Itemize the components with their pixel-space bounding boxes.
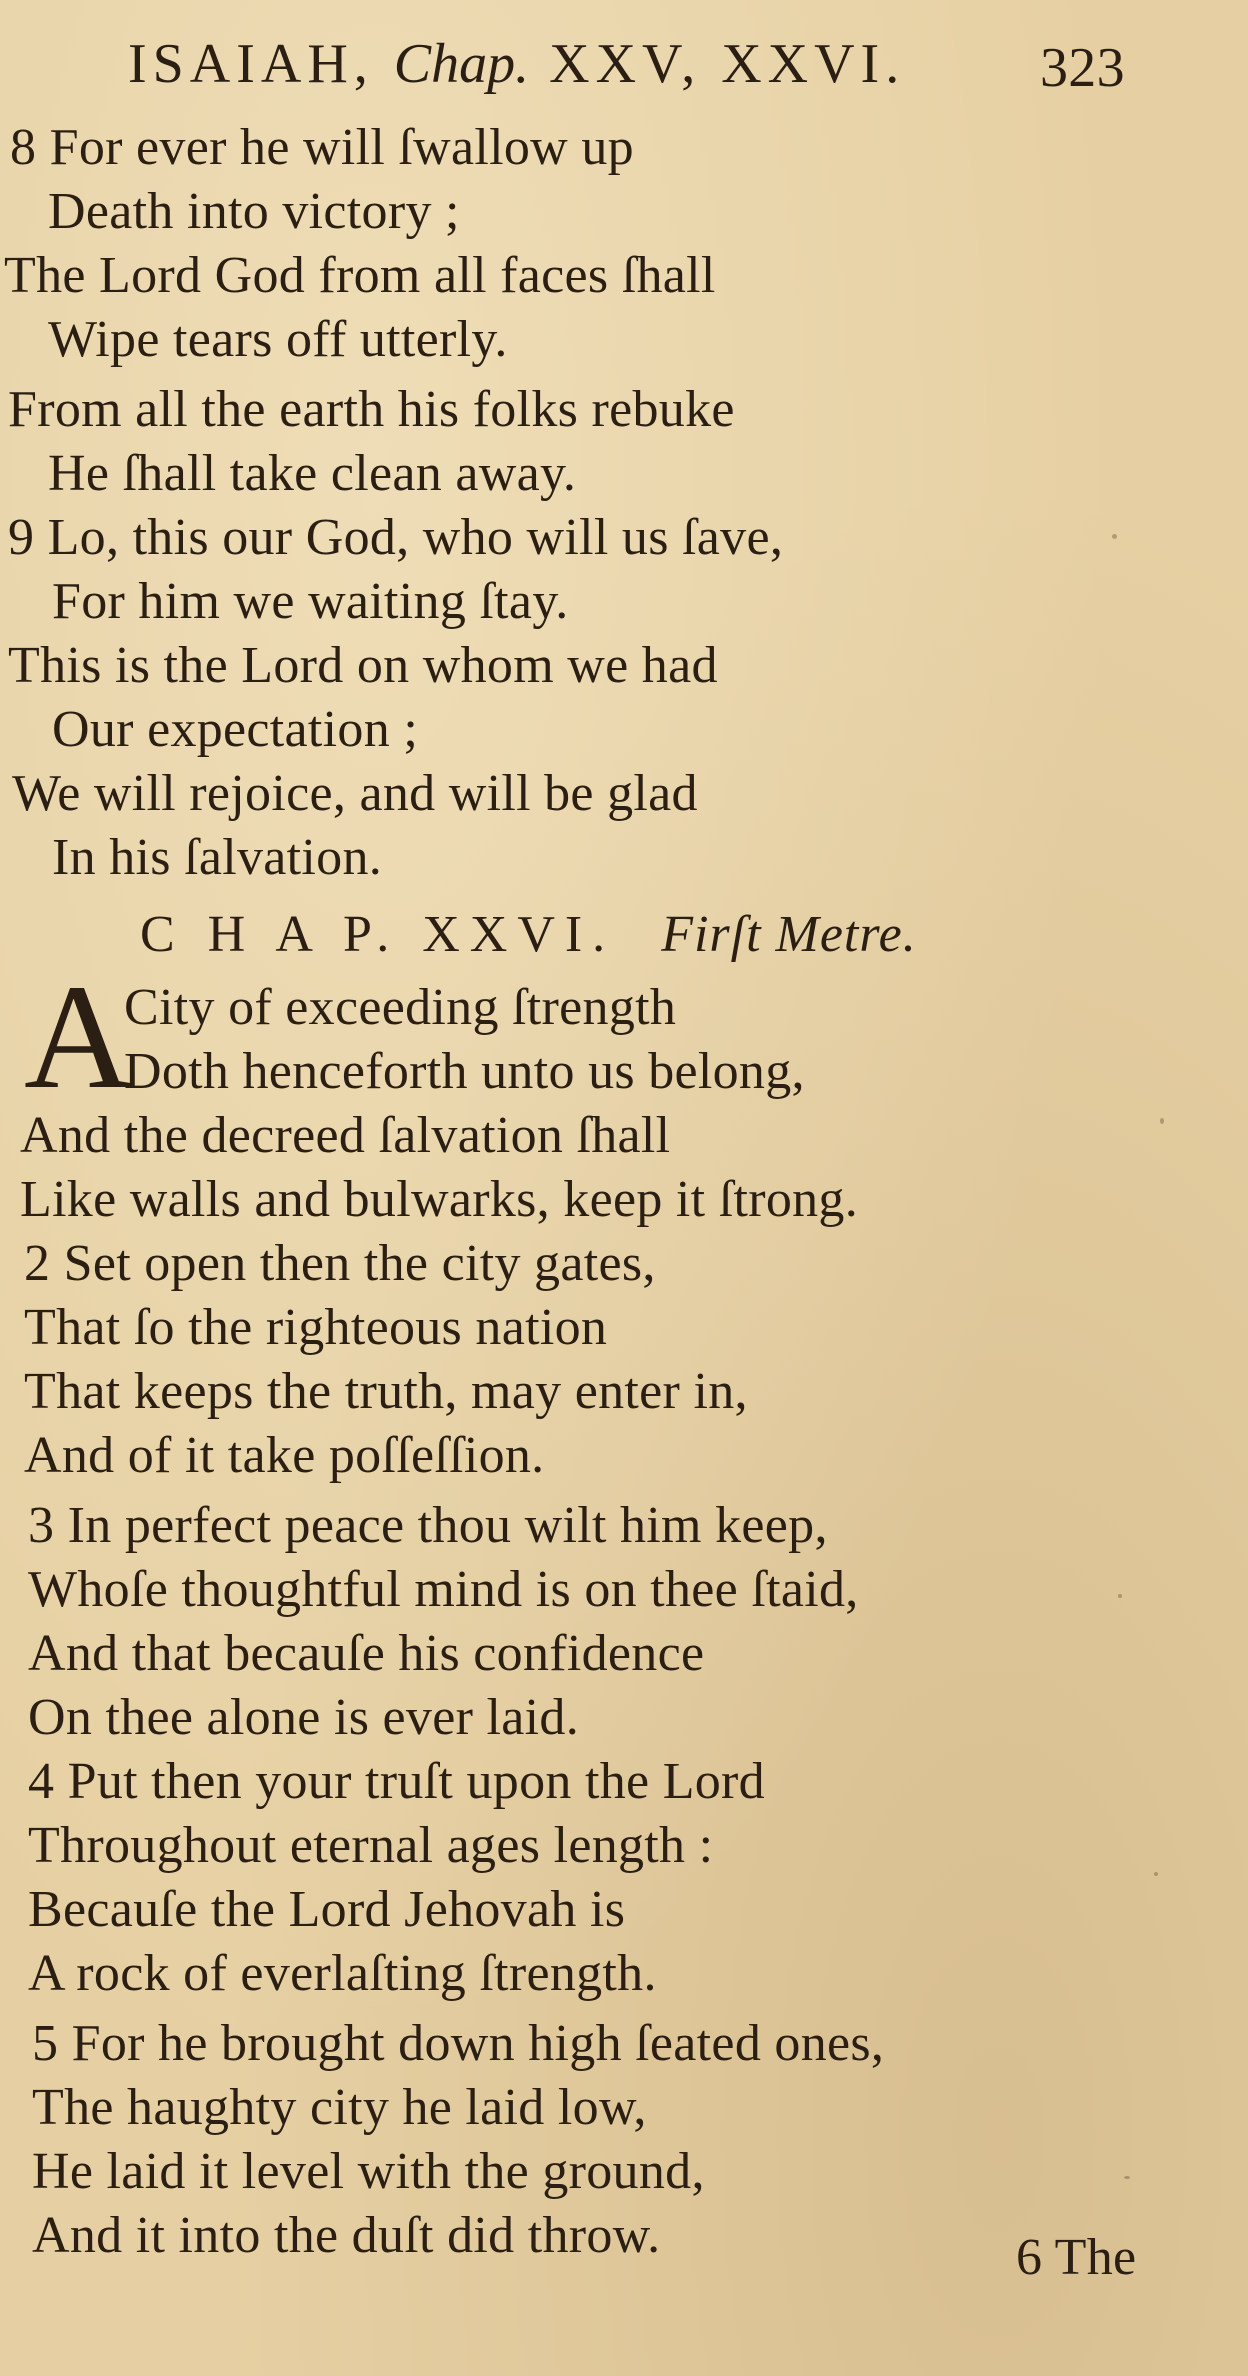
verse-line: 5 For he brought down high ſeated ones, <box>32 2015 885 2072</box>
chapter-heading <box>140 905 917 965</box>
running-header <box>128 34 905 94</box>
verse-line: Death into victory ; <box>48 183 460 240</box>
verse-line: He ſhall take clean away. <box>48 445 577 502</box>
verse-line: The haughty city he laid low, <box>32 2079 647 2136</box>
verse-line: And of it take poſſeſſion. <box>24 1427 545 1484</box>
paper-speck <box>1112 534 1117 539</box>
page-number: 323 <box>1040 37 1125 99</box>
verse-line: That keeps the truth, may enter in, <box>24 1363 748 1420</box>
paper-speck <box>1124 2176 1130 2179</box>
verse-line: From all the earth his folks rebuke <box>8 381 735 438</box>
chapter-label: C H A P. XXVI. <box>140 906 616 963</box>
verse-line: 8 For ever he will ſwallow up <box>10 119 634 176</box>
verse-line: In his ſalvation. <box>52 829 383 886</box>
verse-line: And it into the duſt did throw. <box>32 2207 661 2264</box>
verse-line: And that becauſe his confidence <box>28 1625 705 1682</box>
verse-line: Throughout eternal ages length : <box>28 1817 714 1874</box>
verse-line: Doth henceforth unto us belong, <box>124 1043 805 1100</box>
verse-line: Becauſe the Lord Jehovah is <box>28 1881 626 1938</box>
paper-speck <box>1118 1594 1122 1598</box>
paper-speck <box>1154 1872 1158 1876</box>
verse-line: For him we waiting ſtay. <box>52 573 569 630</box>
catchword: 6 The <box>1016 2229 1137 2286</box>
verse-line: 3 In perfect peace thou wilt him keep, <box>28 1497 828 1554</box>
verse-line: He laid it level with the ground, <box>32 2143 705 2200</box>
verse-line: 4 Put then your truſt upon the Lord <box>28 1753 765 1810</box>
chap-word: Chap. <box>393 33 530 95</box>
verse-line: 9 Lo, this our God, who will us ſave, <box>8 509 784 566</box>
verse-line: And the decreed ſalvation ſhall <box>20 1107 671 1164</box>
drop-cap: A <box>24 954 133 1120</box>
verse-line: On thee alone is ever laid. <box>28 1689 580 1746</box>
chapter-numbers: XXV, XXVI. <box>549 33 906 95</box>
verse-line: That ſo the righteous nation <box>24 1299 608 1356</box>
verse-line: We will rejoice, and will be glad <box>12 765 698 822</box>
verse-line: Our expectation ; <box>52 701 419 758</box>
verse-line: 2 Set open then the city gates, <box>24 1235 656 1292</box>
paper-speck <box>1160 1118 1164 1124</box>
verse-line: Wipe tears off utterly. <box>48 311 508 368</box>
metre-label: Firſt Metre. <box>661 906 917 963</box>
verse-line: City of exceeding ſtrength <box>124 979 677 1036</box>
verse-line: The Lord God from all faces ſhall <box>4 247 716 304</box>
verse-line: A rock of everlaſting ſtrength. <box>28 1945 657 2002</box>
verse-line: This is the Lord on whom we had <box>8 637 718 694</box>
verse-line: Whoſe thoughtful mind is on thee ſtaid, <box>28 1561 859 1618</box>
running-title: ISAIAH, <box>128 33 374 95</box>
verse-line: Like walls and bulwarks, keep it ſtrong. <box>20 1171 859 1228</box>
